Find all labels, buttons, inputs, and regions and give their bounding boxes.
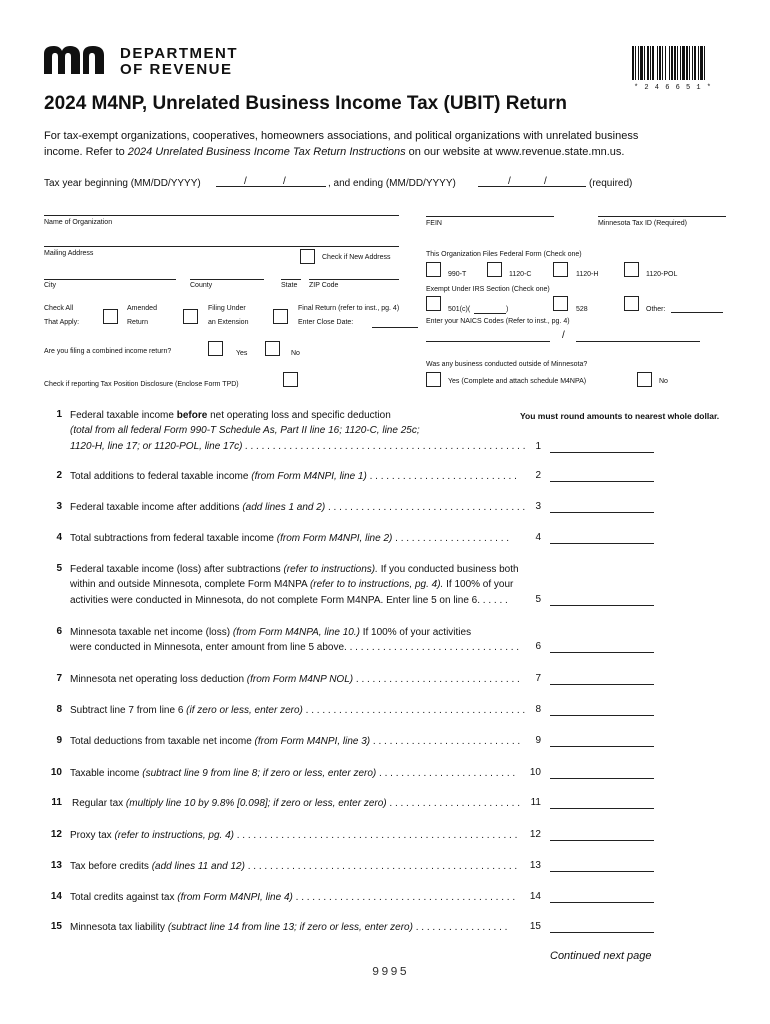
form-1120h-label: 1120-H xyxy=(576,271,599,278)
line-number: 8 xyxy=(56,704,62,715)
exempt-irs-label: Exempt Under IRS Section (Check one) xyxy=(426,286,550,293)
line-6-text2: were conducted in Minnesota, enter amount from line 5 above. . . . . . . . . . . . . . . . . . . . . . . . . . . . . . . . xyxy=(70,642,520,653)
line-9-text: Total deductions from taxable net income (from Form M4NPI, line 3) . . . . . . . . . . . . . . . . . . . . . . . . . . . xyxy=(70,736,521,747)
line-7-amount[interactable] xyxy=(550,684,654,685)
city-label: City xyxy=(44,282,57,289)
combined-no-checkbox[interactable] xyxy=(265,341,280,356)
line-ref: 8 xyxy=(535,704,541,715)
tax-year-begin-field[interactable] xyxy=(216,186,326,187)
continued-next-page: Continued next page xyxy=(550,950,652,962)
naics-slash: / xyxy=(562,330,565,341)
line-14-text: Total credits against tax (from Form M4NPI, line 4) . . . . . . . . . . . . . . . . . . . . . . . . . . . . . . . . . . . . . . . . xyxy=(70,892,516,903)
amended-label: Amended xyxy=(127,305,157,312)
tax-year-end-field[interactable] xyxy=(478,186,586,187)
tpd-checkbox[interactable] xyxy=(283,372,298,387)
line-1-text3: 1120-H, line 17; or 1120-POL, line 17c) . . . . . . . . . . . . . . . . . . . . . . . . . . . . . . . . . . . . . . . . . . . . . . . . . . . xyxy=(70,441,526,452)
city-field[interactable] xyxy=(44,279,176,280)
section-501c-label: 501(c)( xyxy=(448,306,471,313)
close-date-label: Enter Close Date: xyxy=(298,319,354,326)
form-title: 2024 M4NP, Unrelated Business Income Tax (UBIT) Return xyxy=(44,93,568,114)
line-4-text: Total subtractions from federal taxable income (from Form M4NPI, line 2) . . . . . . . . . . . . . . . . . . . . . xyxy=(70,533,510,544)
line-5-text3: activities were conducted in Minnesota, do not complete Form M4NPA. Enter line 5 on line 6. . . . . . xyxy=(70,595,508,606)
line-number: 9 xyxy=(56,735,62,746)
line-12-text: Proxy tax (refer to instructions, pg. 4) . . . . . . . . . . . . . . . . . . . . . . . . . . . . . . . . . . . . . . . . . . . . . . . . . . . xyxy=(70,830,518,841)
outside-mn-yes-checkbox[interactable] xyxy=(426,372,441,387)
county-label: County xyxy=(190,282,213,289)
section-501c-paren: ) xyxy=(506,306,509,313)
section-other-checkbox[interactable] xyxy=(624,296,639,311)
extension-label2: an Extension xyxy=(208,319,249,326)
mn-logo xyxy=(44,46,112,79)
final-return-checkbox[interactable] xyxy=(273,309,288,324)
org-name-field[interactable] xyxy=(44,215,399,216)
combined-no-label: No xyxy=(291,350,300,357)
line-ref: 10 xyxy=(529,767,541,778)
outside-mn-no-checkbox[interactable] xyxy=(637,372,652,387)
line-ref: 2 xyxy=(535,470,541,481)
outside-mn-yes-label: Yes (Complete and attach schedule M4NPA) xyxy=(448,378,587,385)
line-number: 13 xyxy=(50,860,62,871)
intro-line2: income. Refer to 2024 Unrelated Business Income Tax Return Instructions on our website at www.revenue.state.mn.us. xyxy=(44,146,625,158)
close-date-field[interactable] xyxy=(372,327,418,328)
line-5-text: Federal taxable income (loss) after subtractions (refer to instructions). If you conducted business both xyxy=(70,564,519,575)
line-ref: 6 xyxy=(535,641,541,652)
slash: / xyxy=(508,176,511,187)
line-ref: 11 xyxy=(530,797,541,808)
section-501c-checkbox[interactable] xyxy=(426,296,441,311)
naics-field-2[interactable] xyxy=(576,341,700,342)
intro-line1: For tax-exempt organizations, cooperatives, homeowners associations, and political organizations with unrelated business xyxy=(44,130,639,142)
check-all-label: Check All xyxy=(44,305,74,312)
zip-field[interactable] xyxy=(309,279,399,280)
state-label: State xyxy=(281,282,298,289)
line-ref: 13 xyxy=(529,860,541,871)
section-other-label: Other: xyxy=(646,306,666,313)
line-1-text: Federal taxable income before net operating loss and specific deduction xyxy=(70,410,391,421)
line-ref: 14 xyxy=(529,891,541,902)
org-name-line1: DEPARTMENT xyxy=(120,45,239,62)
files-federal-label: This Organization Files Federal Form (Check one) xyxy=(426,251,582,258)
mn-tax-id-label: Minnesota Tax ID (Required) xyxy=(598,220,687,227)
line-6-amount[interactable] xyxy=(550,652,654,653)
line-6-text: Minnesota taxable net income (loss) (from Form M4NPA, line 10.) If 100% of your activities xyxy=(70,627,472,638)
line-5-amount[interactable] xyxy=(550,605,654,606)
line-14-amount[interactable] xyxy=(550,902,654,903)
line-number: 11 xyxy=(51,797,62,808)
line-ref: 15 xyxy=(529,921,541,932)
line-10-amount[interactable] xyxy=(550,778,654,779)
mailing-address-field[interactable] xyxy=(44,246,399,247)
tax-year-end-label: , and ending (MM/DD/YYYY) xyxy=(328,178,456,189)
org-name-line2: OF REVENUE xyxy=(120,61,233,78)
line-9-amount[interactable] xyxy=(550,746,654,747)
form-code: 9995 xyxy=(372,965,409,979)
line-10-text: Taxable income (subtract line 9 from line 8; if zero or less, enter zero) . . . . . . . . . . . . . . . . . . . . . . . . . xyxy=(70,768,516,779)
line-number: 5 xyxy=(56,563,62,574)
slash: / xyxy=(283,176,286,187)
line-number: 10 xyxy=(50,767,62,778)
line-ref: 5 xyxy=(535,594,541,605)
line-3-amount[interactable] xyxy=(550,512,654,513)
line-ref: 9 xyxy=(535,735,541,746)
org-name-label: Name of Organization xyxy=(44,219,113,226)
line-ref: 12 xyxy=(529,829,541,840)
line-15-text: Minnesota tax liability (subtract line 14 from line 13; if zero or less, enter zero) . . . . . . . . . . . . . . . . . xyxy=(70,922,508,933)
line-3-text: Federal taxable income after additions (add lines 1 and 2) . . . . . . . . . . . . . . . . . . . . . . . . . . . . . . . . . . . . xyxy=(70,502,526,513)
fein-label: FEIN xyxy=(426,220,442,227)
line-2-amount[interactable] xyxy=(550,481,654,482)
form-990t-label: 990-T xyxy=(448,271,467,278)
line-number: 3 xyxy=(56,501,62,512)
amended-checkbox[interactable] xyxy=(103,309,118,324)
form-1120h-checkbox[interactable] xyxy=(553,262,568,277)
line-ref: 3 xyxy=(535,501,541,512)
line-11-amount[interactable] xyxy=(550,808,654,809)
line-8-text: Subtract line 7 from line 6 (if zero or less, enter zero) . . . . . . . . . . . . . . . . . . . . . . . . . . . . . . . . . . . . . . . . xyxy=(70,705,526,716)
line-5-text2: within and outside Minnesota, complete Form M4NPA (refer to to instructions, pg. 4). If 100% of your xyxy=(70,579,514,590)
slash: / xyxy=(544,176,547,187)
line-number: 6 xyxy=(56,626,62,637)
combined-yes-label: Yes xyxy=(236,350,248,357)
state-field[interactable] xyxy=(281,279,301,280)
form-1120pol-label: 1120-POL xyxy=(646,271,678,278)
line-number: 14 xyxy=(50,891,62,902)
line-ref: 4 xyxy=(535,532,541,543)
county-field[interactable] xyxy=(190,279,264,280)
section-528-label: 528 xyxy=(576,306,588,313)
fein-field[interactable] xyxy=(426,216,554,217)
line-number: 15 xyxy=(50,921,62,932)
check-all-label2: That Apply: xyxy=(44,319,80,326)
line-8-amount[interactable] xyxy=(550,715,654,716)
combined-yes-checkbox[interactable] xyxy=(208,341,223,356)
round-note: You must round amounts to nearest whole dollar. xyxy=(520,411,720,421)
line-13-text: Tax before credits (add lines 11 and 12) . . . . . . . . . . . . . . . . . . . . . . . . . . . . . . . . . . . . . . . . . . . . . . . . . xyxy=(70,861,518,872)
mn-tax-id-field[interactable] xyxy=(598,216,726,217)
line-15-amount[interactable] xyxy=(550,932,654,933)
section-501c-field[interactable] xyxy=(474,313,506,314)
final-return-label: Final Return (refer to inst., pg. 4) xyxy=(298,305,400,312)
outside-mn-no-label: No xyxy=(659,378,668,385)
line-4-amount[interactable] xyxy=(550,543,654,544)
new-address-label: Check if New Address xyxy=(322,254,391,261)
barcode-number: * 2 4 6 6 5 1 * xyxy=(634,84,713,92)
form-1120c-label: 1120-C xyxy=(509,271,532,278)
mailing-address-label: Mailing Address xyxy=(44,250,94,257)
line-2-text: Total additions to federal taxable income (from Form M4NPI, line 1) . . . . . . . . . . . . . . . . . . . . . . . . . . . xyxy=(70,471,517,482)
barcode xyxy=(632,46,728,86)
combined-label: Are you filing a combined income return? xyxy=(44,348,172,355)
line-1-amount[interactable] xyxy=(550,452,654,453)
line-7-text: Minnesota net operating loss deduction (from Form M4NP NOL) . . . . . . . . . . . . . . . . . . . . . . . . . . . . . . xyxy=(70,674,520,685)
line-ref: 7 xyxy=(535,673,541,684)
form-990t-checkbox[interactable] xyxy=(426,262,441,277)
line-12-amount[interactable] xyxy=(550,840,654,841)
line-13-amount[interactable] xyxy=(550,871,654,872)
tpd-label: Check if reporting Tax Position Disclosure (Enclose Form TPD) xyxy=(44,381,239,388)
line-11-text: Regular tax (multiply line 10 by 9.8% [0.098]; if zero or less, enter zero) . . . . . . . . . . . . . . . . . . . . . . . . xyxy=(72,798,520,809)
naics-field-1[interactable] xyxy=(426,341,550,342)
required-label: (required) xyxy=(589,178,633,189)
extension-checkbox[interactable] xyxy=(183,309,198,324)
tax-year-begin-label: Tax year beginning (MM/DD/YYYY) xyxy=(44,178,201,189)
line-number: 2 xyxy=(56,470,62,481)
new-address-checkbox[interactable] xyxy=(300,249,315,264)
naics-label: Enter your NAICS Codes (Refer to inst., pg. 4) xyxy=(426,318,570,325)
line-number: 4 xyxy=(56,532,62,543)
line-number: 7 xyxy=(56,673,62,684)
form-1120c-checkbox[interactable] xyxy=(487,262,502,277)
slash: / xyxy=(244,176,247,187)
line-ref: 1 xyxy=(535,441,541,452)
outside-mn-label: Was any business conducted outside of Minnesota? xyxy=(426,361,588,368)
section-528-checkbox[interactable] xyxy=(553,296,568,311)
amended-label2: Return xyxy=(127,319,149,326)
line-number: 1 xyxy=(56,409,62,420)
extension-label: Filing Under xyxy=(208,305,246,312)
line-1-text2: (total from all federal Form 990-T Schedule As, Part II line 16; 1120-C, line 25c; xyxy=(70,425,420,436)
zip-label: ZIP Code xyxy=(309,282,339,289)
section-other-field[interactable] xyxy=(671,312,723,313)
line-number: 12 xyxy=(50,829,62,840)
form-1120pol-checkbox[interactable] xyxy=(624,262,639,277)
